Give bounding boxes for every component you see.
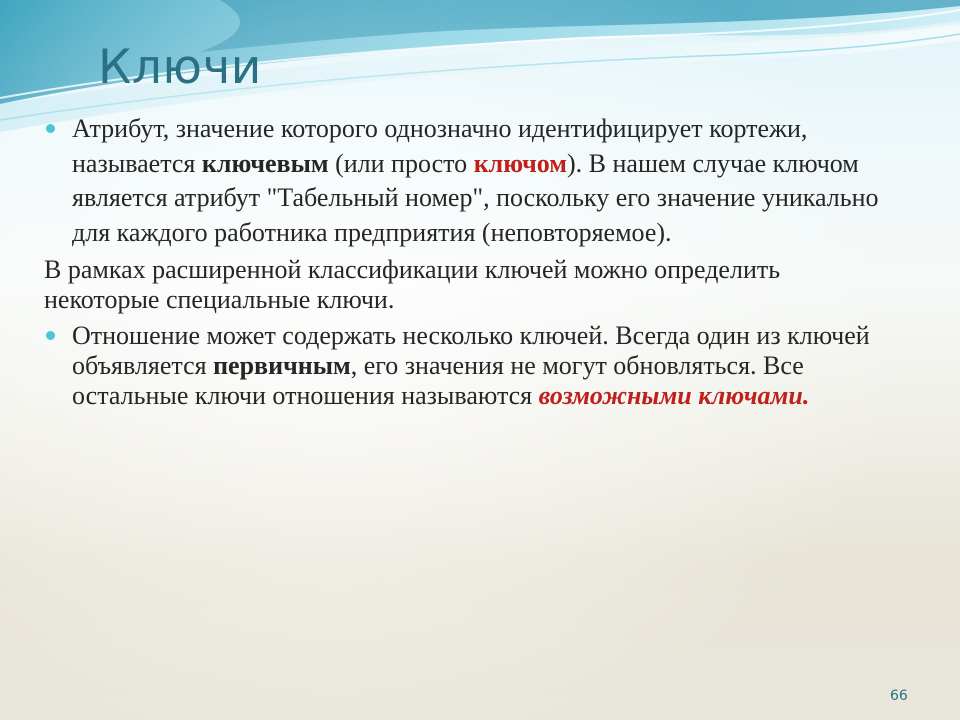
term-key-bold: ключевым — [201, 148, 329, 178]
paragraph-key-definition — [44, 112, 894, 250]
term-possible-keys: возможными ключами. — [538, 381, 810, 410]
slide-content — [44, 112, 894, 411]
term-key-red: ключом — [473, 148, 568, 178]
text: , его значения не могут обновляться. Все остальные ключи отношения называются — [72, 351, 804, 410]
paragraph-special-keys — [44, 255, 894, 315]
page-number: 66 — [890, 688, 908, 704]
paragraph-primary-key — [44, 321, 894, 411]
text: ). В нашем случае ключом является атрибут "Табельный номер", поскольку его значение уникально для каждого работника предприятия (неповторяемое). — [72, 148, 879, 247]
bullet-dot-icon — [46, 124, 55, 133]
slide-title: Ключи — [98, 40, 262, 95]
text: Отношение может содержать несколько ключей. Всегда один из ключей объявляется — [72, 321, 870, 380]
bullet-dot-icon — [46, 331, 55, 340]
text: Атрибут, значение которого однозначно идентифицирует кортежи, называется — [72, 114, 808, 178]
text: В рамках расширенной классификации ключей можно определить некоторые специальные ключи. — [44, 255, 781, 314]
term-primary-bold: первичным — [213, 351, 351, 380]
text: (или просто — [328, 148, 474, 178]
